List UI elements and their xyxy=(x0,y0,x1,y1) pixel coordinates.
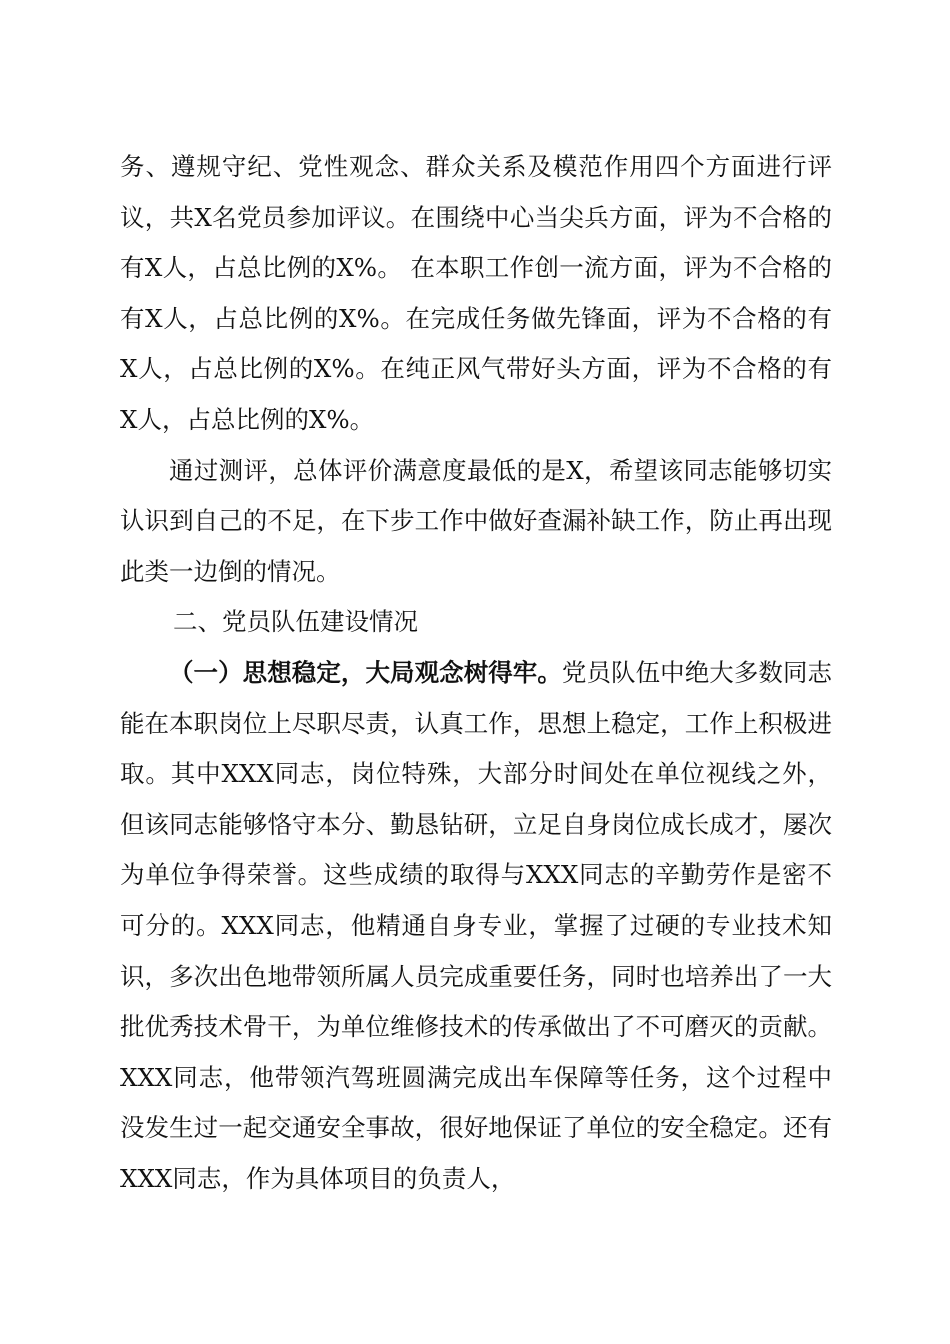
subsection-heading: （一）思想稳定，大局观念树得牢。 xyxy=(169,657,562,687)
paragraph-ideological-stability xyxy=(120,648,832,1205)
paragraph-body-text: 党员队伍中绝大多数同志能在本职岗位上尽职尽责，认真工作，思想上稳定，工作上积极进取。其中XXX同志，岗位特殊，大部分时间处在单位视线之外，但该同志能够恪守本分、勤恳钻研，立足自身岗位成长成才，屡次为单位争得荣誉。这些成绩的取得与XXX同志的辛勤劳作是密不可分的。XXX同志，他精通自身专业，掌握了过硬的专业技术知识，多次出色地带领所属人员完成重要任务，同时也培养出了一大批优秀技术骨干，为单位维修技术的传承做出了不可磨灭的贡献。XXX同志，他带领汽驾班圆满完成出车保障等任务，这个过程中没发生过一起交通安全事故，很好地保证了单位的安全稳定。还有XXX同志，作为具体项目的负责人， xyxy=(120,657,832,1193)
paragraph-evaluation-results: 务、遵规守纪、党性观念、群众关系及模范作用四个方面进行评议，共X名党员参加评议。在围绕中心当尖兵方面，评为不合格的有X人，占总比例的X%。 在本职工作创一流方面，评为不合格的有X人，占总比例的X%。在完成任务做先锋面，评为不合格的有X人，占总比例的X%。在纯正风气带好头方面，评为不合格的有X人，占总比例的X%。 xyxy=(120,152,832,434)
section-heading: 二、党员队伍建设情况 xyxy=(173,607,418,637)
document-body xyxy=(120,142,832,1204)
paragraph-satisfaction-assessment: 通过测评，总体评价满意度最低的是X，希望该同志能够切实认识到自己的不足，在下步工作中做好查漏补缺工作，防止再出现此类一边倒的情况。 xyxy=(120,455,832,586)
